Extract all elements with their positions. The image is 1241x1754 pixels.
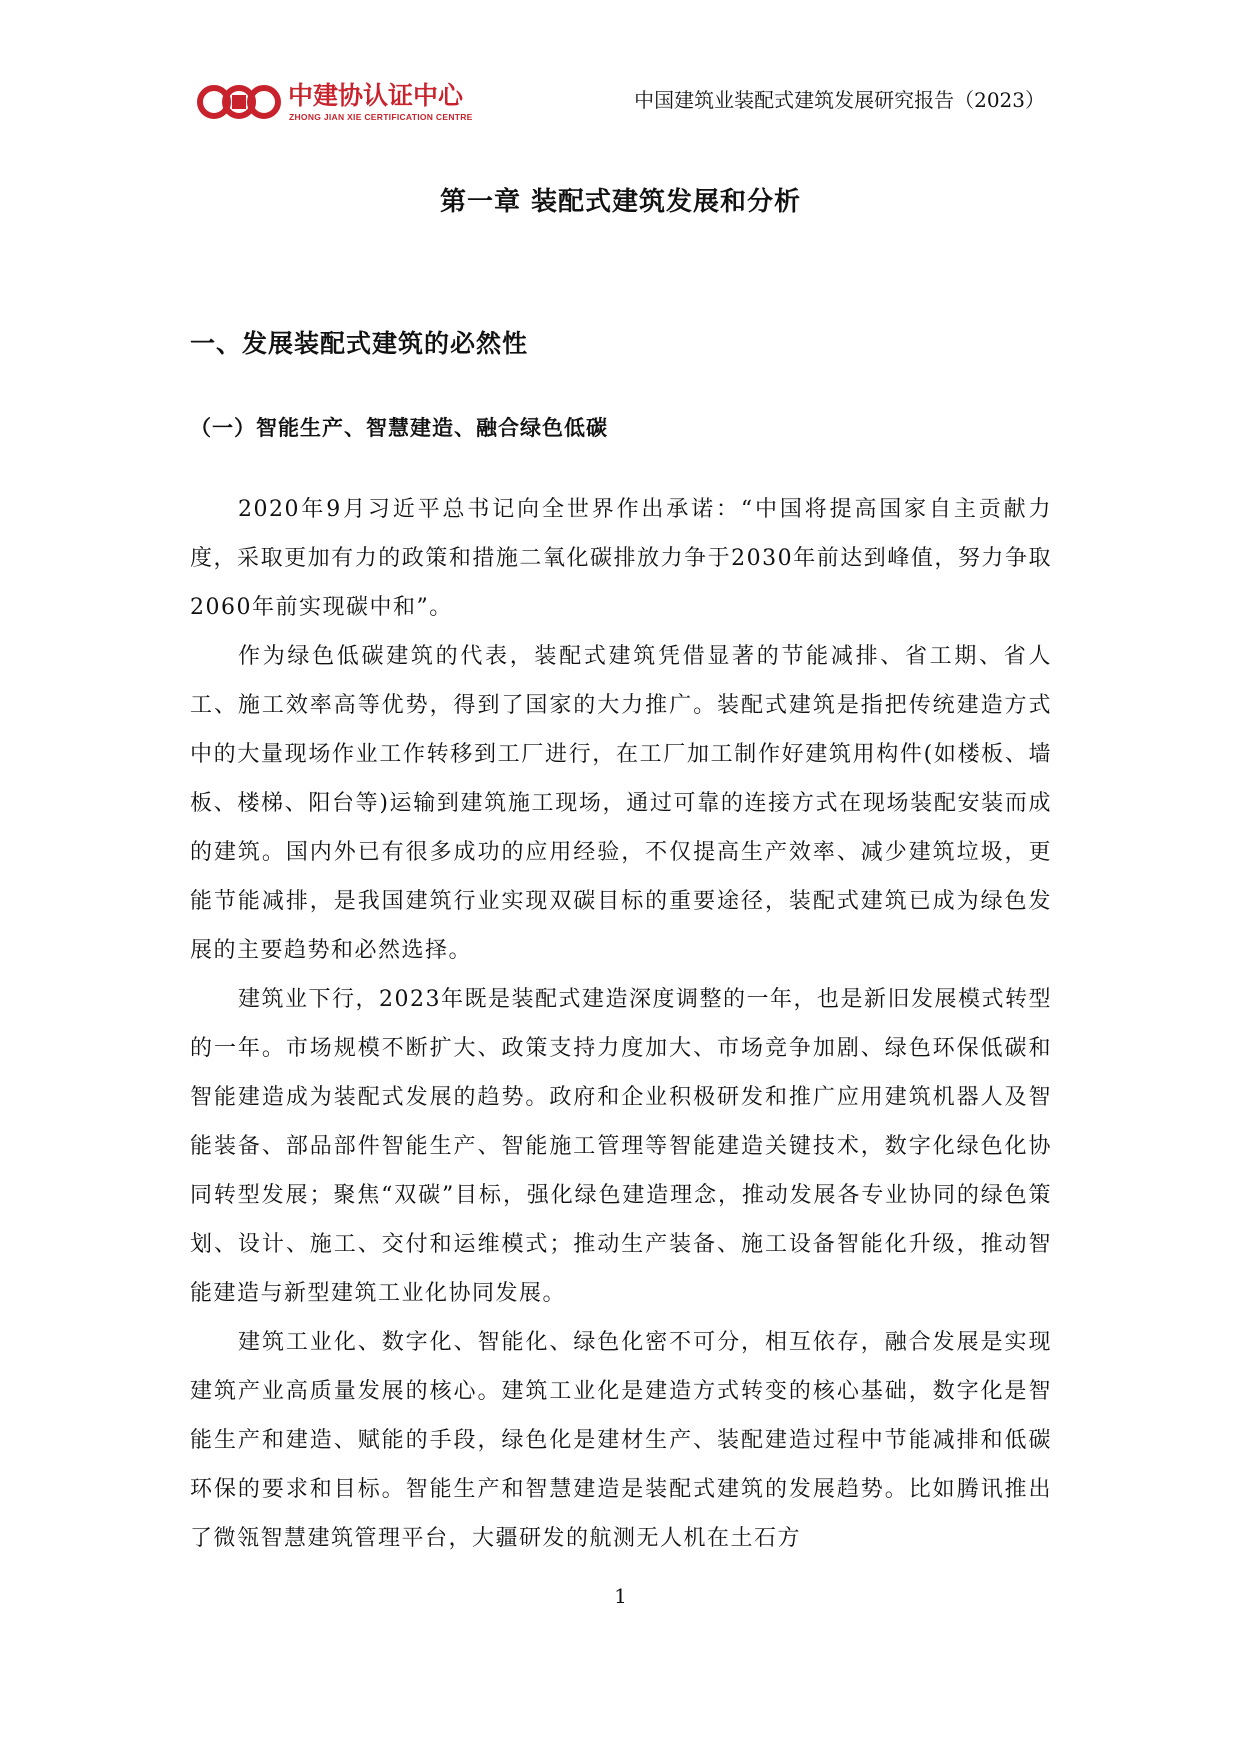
body-text [190,485,1052,1563]
report-title: 中国建筑业装配式建筑发展研究报告（2023） [634,88,1045,112]
logo-chinese-name: 中建协认证中心 [288,81,464,110]
logo-rings-icon [196,84,282,120]
page-header [0,0,1241,130]
page-number: 1 [614,1584,627,1608]
paragraph: 建筑业下行，2023年既是装配式建造深度调整的一年，也是新旧发展模式转型的一年。市场规模不断扩大、政策支持力度加大、市场竞争加剧、绿色环保低碳和智能建造成为装配式发展的趋势。政府和企业积极研发和推广应用建筑机器人及智能装备、部品部件智能生产、智能施工管理等智能建造关键技术，数字化绿色化协同转型发展；聚焦“双碳”目标，强化绿色建造理念，推动发展各专业协同的绿色策划、设计、施工、交付和运维模式；推动生产装备、施工设备智能化升级，推动智能建造与新型建筑工业化协同发展。 [190,987,1052,1306]
paragraph: 建筑工业化、数字化、智能化、绿色化密不可分，相互依存，融合发展是实现建筑产业高质量发展的核心。建筑工业化是建造方式转变的核心基础，数字化是智能生产和建造、赋能的手段，绿色化是建材生产、装配建造过程中节能减排和低碳环保的要求和目标。智能生产和智慧建造是装配式建筑的发展趋势。比如腾讯推出了微瓴智慧建筑管理平台，大疆研发的航测无人机在土石方 [190,1330,1052,1551]
company-logo [196,80,486,125]
logo-english-name: ZHONG JIAN XIE CERTIFICATION CENTRE [289,112,473,122]
paragraph: 2020年9月习近平总书记向全世界作出承诺：“中国将提高国家自主贡献力度，采取更加有力的政策和措施二氧化碳排放力争于2030年前达到峰值，努力争取2060年前实现碳中和”。 [190,497,1052,620]
chapter-title: 第一章 装配式建筑发展和分析 [439,187,802,217]
subsection-heading: （一）智能生产、智慧建造、融合绿色低碳 [190,416,608,440]
paragraph: 作为绿色低碳建筑的代表，装配式建筑凭借显著的节能减排、省工期、省人工、施工效率高等优势，得到了国家的大力推广。装配式建筑是指把传统建造方式中的大量现场作业工作转移到工厂进行，在工厂加工制作好建筑用构件(如楼板、墙板、楼梯、阳台等)运输到建筑施工现场，通过可靠的连接方式在现场装配安装而成的建筑。国内外已有很多成功的应用经验，不仅提高生产效率、减少建筑垃圾，更能节能减排，是我国建筑行业实现双碳目标的重要途径，装配式建筑已成为绿色发展的主要趋势和必然选择。 [190,644,1052,963]
section-heading: 一、发展装配式建筑的必然性 [190,329,529,358]
